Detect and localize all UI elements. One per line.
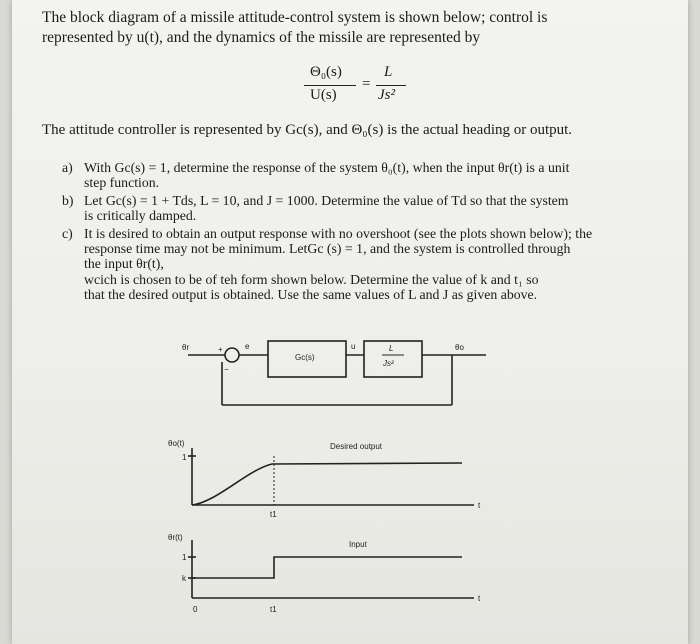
input-legend: Input bbox=[349, 540, 367, 549]
input-t1-label: t1 bbox=[270, 605, 277, 614]
minus-sign: − bbox=[224, 365, 229, 374]
input-ylabel: θr(t) bbox=[168, 533, 183, 542]
part-c-line: It is desired to obtain an output response with no overshoot (see the plots shown below); the bbox=[84, 225, 593, 241]
tf-rhs-numerator: L bbox=[384, 64, 393, 80]
input-zero-label: 0 bbox=[193, 605, 198, 614]
part-b-line: Let Gc(s) = 1 + Tds, L = 10, and J = 1000. Determine the value of Td so that the system bbox=[84, 192, 569, 208]
intro-text: The attitude controller is represented by Gc(s), and Θ₀(s) is the actual heading or output. bbox=[42, 122, 573, 138]
tf-denominator: U(s) bbox=[310, 87, 337, 103]
title-line-2: represented by u(t), and the dynamics of the missile are represented by bbox=[42, 29, 481, 46]
tf-numerator: Θ₀(s) bbox=[310, 64, 342, 80]
figure-area bbox=[12, 0, 688, 644]
summing-junction bbox=[225, 348, 239, 362]
plant-numerator: L bbox=[389, 344, 394, 353]
output-t1-label: t1 bbox=[270, 510, 277, 519]
input-label: θr bbox=[182, 343, 190, 352]
output-ylabel: θo(t) bbox=[168, 439, 185, 448]
input-y-tick-low-label: k bbox=[182, 574, 186, 583]
output-t-label: t bbox=[478, 501, 481, 510]
output-y-tick-label: 1 bbox=[182, 453, 187, 462]
control-label: u bbox=[351, 342, 356, 351]
plus-sign: + bbox=[218, 345, 223, 354]
error-label: e bbox=[245, 342, 250, 351]
desired-output-curve bbox=[192, 463, 462, 505]
document-page bbox=[12, 0, 688, 644]
part-label: c) bbox=[62, 225, 73, 241]
part-label: b) bbox=[62, 192, 74, 208]
tf-rhs-denominator: Js² bbox=[378, 87, 395, 103]
output-label: θo bbox=[455, 343, 464, 352]
part-c-line: wcich is chosen to be of teh form shown below. Determine the value of k and t₁ so bbox=[84, 271, 539, 287]
part-c-line: that the desired output is obtained. Use the same values of L and J as given above. bbox=[84, 287, 538, 303]
title-line-1: The block diagram of a missile attitude-control system is shown below; control is bbox=[42, 9, 548, 26]
input-staircase bbox=[192, 557, 462, 578]
input-y-tick-high-label: 1 bbox=[182, 553, 187, 562]
part-c-line: the input θr(t), bbox=[84, 256, 164, 272]
tf-equals: = bbox=[362, 76, 371, 92]
part-label: a) bbox=[62, 160, 73, 175]
output-legend: Desired output bbox=[330, 442, 383, 451]
part-c-line: response time may not be minimum. LetGc (s) = 1, and the system is controlled through bbox=[84, 241, 571, 257]
part-a-line: step function. bbox=[84, 175, 160, 191]
input-t-label: t bbox=[478, 594, 481, 603]
part-a-line: With Gc(s) = 1, determine the response of the system θ₀(t), when the input θr(t) is a unit bbox=[84, 160, 570, 175]
plant-denominator: Js² bbox=[383, 359, 394, 368]
part-b-line: is critically damped. bbox=[84, 208, 197, 224]
controller-label: Gc(s) bbox=[295, 353, 315, 362]
